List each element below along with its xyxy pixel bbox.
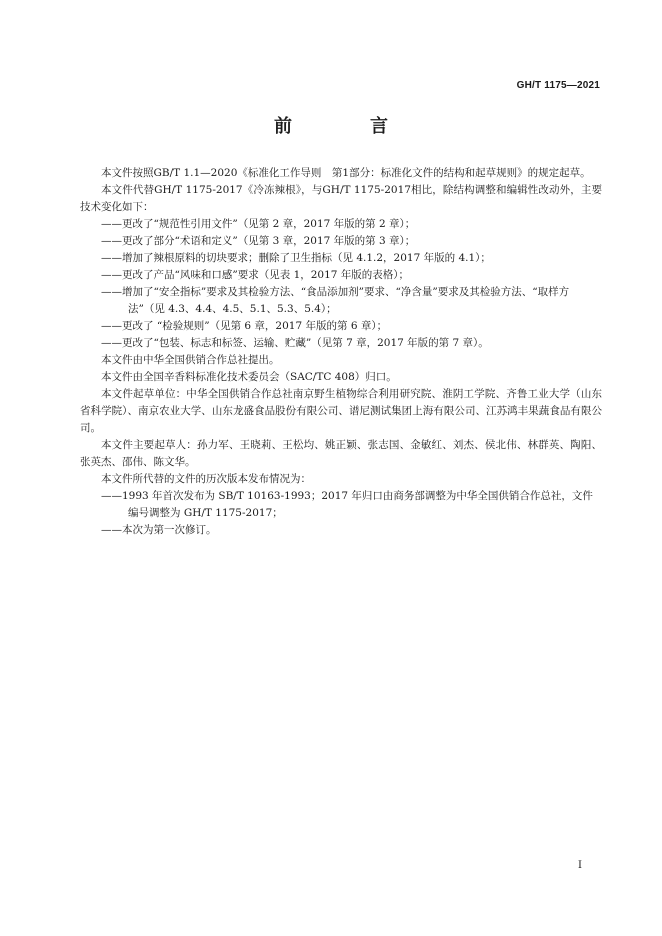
paragraph-drafting-rules: 本文件按照GB/T 1.1—2020《标准化工作导则 第1部分：标准化文件的结构和起草规则》的规定起草。 [101, 167, 591, 179]
change-item: ——更改了产品“风味和口感”要求（见表 1，2017 年版的表格）； [101, 269, 410, 281]
foreword-body [80, 165, 602, 539]
paragraph-proposer: 本文件由中华全国供销合作总社提出。 [101, 354, 280, 366]
change-item: ——更改了部分“术语和定义”（见第 3 章，2017 年版的第 3 章）； [101, 235, 416, 247]
page-number: I [578, 860, 582, 871]
change-item: ——更改了“规范性引用文件”（见第 2 章，2017 年版的第 2 章）； [101, 218, 416, 230]
change-item: ——增加了辣根原料的切块要求；删除了卫生指标（见 4.1.2，2017 年版的 4.1）； [101, 252, 491, 264]
change-item: ——增加了“安全指标”要求及其检验方法、“食品添加剂”要求、“净含量”要求及其检验方法、“取样方法”（见 4.3、4.4、4.5、5.1、5.3、5.4）； [101, 286, 570, 315]
change-item: ——更改了 “检验规则”（见第 6 章，2017 年版的第 6 章）； [101, 320, 388, 332]
change-item: ——更改了“包装、标志和标签、运输、贮藏”（见第 7 章，2017 年版的第 7 章）。 [101, 337, 489, 349]
history-item: ——本次为第一次修订。 [101, 524, 217, 536]
paragraph-drafting-units: 本文件起草单位：中华全国供销合作总社南京野生植物综合利用研究院、淮阴工学院、齐鲁工业大学（山东省科学院）、南京农业大学、山东龙盛食品股份有限公司、谱尼测试集团上海有限公司、江苏鸿丰果蔬食品有限公司。 [80, 388, 602, 434]
paragraph-drafters: 本文件主要起草人：孙力军、王晓莉、王松均、姚正颖、张志国、金敏红、刘杰、侯北伟、林群英、陶阳、张英杰、邵伟、陈文华。 [80, 439, 602, 468]
paragraph-replaces: 本文件代替GH/T 1175-2017《冷冻辣根》，与GH/T 1175-2017相比，除结构调整和编辑性改动外，主要技术变化如下： [80, 184, 602, 213]
standard-code: GH/T 1175—2021 [516, 80, 600, 91]
paragraph-committee: 本文件由全国辛香料标准化技术委员会（SAC/TC 408）归口。 [101, 371, 397, 383]
paragraph-history-intro: 本文件所代替的文件的历次版本发布情况为： [101, 473, 311, 485]
page-title: 前 言 [274, 116, 418, 137]
history-item: ——1993 年首次发布为 SB/T 10163-1993；2017 年归口由商务部调整为中华全国供销合作总社，文件编号调整为 GH/T 1175-2017； [101, 490, 593, 519]
